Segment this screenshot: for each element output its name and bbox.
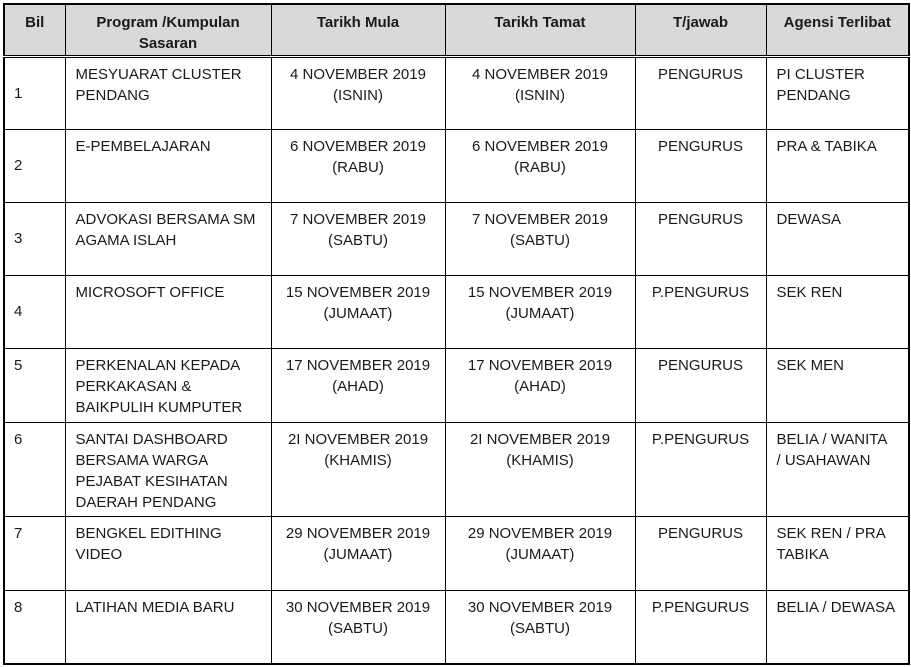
header-responsible: T/jawab [635,4,766,56]
cell-end-date-line: (SABTU) [510,231,570,249]
cell-bil [4,275,65,348]
cell-agency [766,348,909,422]
cell-program-line: PEJABAT KESIHATAN [75,472,228,490]
cell-start-date-line: 2I NOVEMBER 2019 [287,430,429,448]
cell-program-line: BERSAMA WARGA [75,451,209,469]
cell-responsible [635,275,766,348]
cell-end-date [445,422,635,516]
cell-responsible-text: P.PENGURUS [651,430,750,448]
cell-program-line: VIDEO [75,545,123,563]
cell-bil [4,348,65,422]
cell-start-date-line: 4 NOVEMBER 2019 [290,65,426,83]
cell-agency-line: SEK MEN [776,356,845,374]
cell-start-date [271,129,445,202]
cell-responsible [635,590,766,664]
cell-responsible-text: P.PENGURUS [651,598,750,616]
cell-start-date [271,516,445,590]
cell-agency [766,516,909,590]
cell-start-date-line: 6 NOVEMBER 2019 [290,137,426,155]
cell-responsible-text: P.PENGURUS [651,283,750,301]
cell-agency-line: PENDANG [776,86,851,104]
header-agency: Agensi Terlibat [766,4,909,56]
cell-program-line: E-PEMBELAJARAN [75,137,211,155]
cell-end-date-line: 29 NOVEMBER 2019 [467,524,613,542]
cell-end-date-line: 2I NOVEMBER 2019 [469,430,611,448]
cell-start-date-line: (KHAMIS) [324,451,392,469]
cell-agency-line: DEWASA [776,210,841,228]
cell-agency [766,202,909,275]
cell-responsible [635,348,766,422]
cell-end-date-line: 15 NOVEMBER 2019 [467,283,613,301]
cell-end-date [445,590,635,664]
cell-program-line: BAIKPULIH KUMPUTER [75,398,243,416]
cell-agency [766,590,909,664]
cell-start-date [271,202,445,275]
cell-start-date-line: 15 NOVEMBER 2019 [285,283,431,301]
cell-end-date-line: 4 NOVEMBER 2019 [472,65,608,83]
cell-bil-text: 3 [14,230,23,247]
cell-program-line: ADVOKASI BERSAMA SM [75,210,256,228]
cell-agency-line: PRA & TABIKA [776,137,877,155]
cell-bil-text: 6 [14,430,23,448]
cell-agency-line: PI CLUSTER [776,65,865,83]
cell-end-date-line: (ISNIN) [515,86,565,104]
cell-end-date-line: 6 NOVEMBER 2019 [472,137,608,155]
cell-end-date [445,516,635,590]
cell-start-date [271,56,445,129]
cell-program-line: PENDANG [75,86,150,104]
cell-program [65,56,271,129]
cell-responsible [635,202,766,275]
cell-program [65,202,271,275]
cell-program [65,275,271,348]
cell-start-date-line: (JUMAAT) [323,304,393,322]
cell-start-date-line: 29 NOVEMBER 2019 [285,524,431,542]
header-start-date: Tarikh Mula [271,4,445,56]
cell-end-date [445,56,635,129]
cell-agency-line: BELIA / DEWASA [776,598,896,616]
cell-program-line: SANTAI DASHBOARD [75,430,228,448]
table-row [4,422,909,516]
cell-responsible [635,516,766,590]
program-schedule-table [3,3,910,665]
cell-start-date-line: 17 NOVEMBER 2019 [285,356,431,374]
cell-start-date [271,275,445,348]
cell-end-date [445,348,635,422]
cell-start-date [271,422,445,516]
cell-bil-text: 7 [14,524,23,542]
cell-agency-line: BELIA / WANITA [776,430,888,448]
table-header-row [4,4,909,56]
cell-program-line: MESYUARAT CLUSTER [75,65,242,83]
cell-agency-line: TABIKA [776,545,829,563]
cell-bil-text: 5 [14,356,23,374]
cell-bil [4,516,65,590]
cell-end-date-line: 17 NOVEMBER 2019 [467,356,613,374]
cell-responsible-text: PENGURUS [657,210,743,228]
cell-responsible-text: PENGURUS [657,137,743,155]
cell-start-date-line: 7 NOVEMBER 2019 [290,210,426,228]
header-bil: Bil [4,4,65,56]
cell-agency-line: / USAHAWAN [776,451,871,469]
cell-responsible-text: PENGURUS [657,65,743,83]
cell-end-date [445,129,635,202]
cell-start-date-line: 30 NOVEMBER 2019 [285,598,431,616]
cell-program [65,516,271,590]
cell-start-date-line: (AHAD) [332,377,384,395]
header-end-date: Tarikh Tamat [445,4,635,56]
cell-end-date-line: (JUMAAT) [505,545,575,563]
cell-program-line: BENGKEL EDITHING [75,524,222,542]
cell-program [65,129,271,202]
header-program: Program /Kumpulan Sasaran [65,4,271,56]
cell-end-date-line: (JUMAAT) [505,304,575,322]
cell-bil-text: 2 [14,157,23,174]
cell-program-line: DAERAH PENDANG [75,493,217,511]
cell-start-date-line: (SABTU) [328,619,388,637]
cell-end-date [445,275,635,348]
cell-program-line: PERKAKASAN & [75,377,192,395]
cell-program-line: LATIHAN MEDIA BARU [75,598,235,616]
cell-agency [766,56,909,129]
cell-end-date-line: 7 NOVEMBER 2019 [472,210,608,228]
cell-agency-line: SEK REN / PRA [776,524,886,542]
cell-bil-text: 1 [14,84,23,102]
cell-agency [766,129,909,202]
cell-bil [4,422,65,516]
cell-bil [4,56,65,129]
table-row [4,56,909,129]
cell-program [65,590,271,664]
cell-responsible-text: PENGURUS [657,524,743,542]
cell-agency [766,422,909,516]
cell-start-date-line: (ISNIN) [333,86,383,104]
cell-program [65,422,271,516]
cell-start-date-line: (SABTU) [328,231,388,249]
cell-end-date-line: (RABU) [514,158,566,176]
table-row [4,129,909,202]
cell-responsible [635,129,766,202]
cell-program-line: MICROSOFT OFFICE [75,283,225,301]
cell-end-date [445,202,635,275]
table-row [4,202,909,275]
cell-end-date-line: 30 NOVEMBER 2019 [467,598,613,616]
cell-start-date-line: (JUMAAT) [323,545,393,563]
cell-responsible [635,422,766,516]
cell-start-date [271,590,445,664]
cell-bil [4,129,65,202]
cell-bil-text: 8 [14,598,23,616]
cell-end-date-line: (AHAD) [514,377,566,395]
cell-bil [4,202,65,275]
table-row [4,516,909,590]
cell-program [65,348,271,422]
cell-end-date-line: (KHAMIS) [506,451,574,469]
cell-program-line: AGAMA ISLAH [75,231,177,249]
cell-end-date-line: (SABTU) [510,619,570,637]
cell-responsible [635,56,766,129]
cell-agency [766,275,909,348]
cell-start-date-line: (RABU) [332,158,384,176]
cell-responsible-text: PENGURUS [657,356,743,374]
table-row [4,590,909,664]
cell-start-date [271,348,445,422]
cell-agency-line: SEK REN [776,283,843,301]
cell-program-line: PERKENALAN KEPADA [75,356,241,374]
cell-bil [4,590,65,664]
cell-bil-text: 4 [14,303,23,320]
table-row [4,275,909,348]
table-row [4,348,909,422]
